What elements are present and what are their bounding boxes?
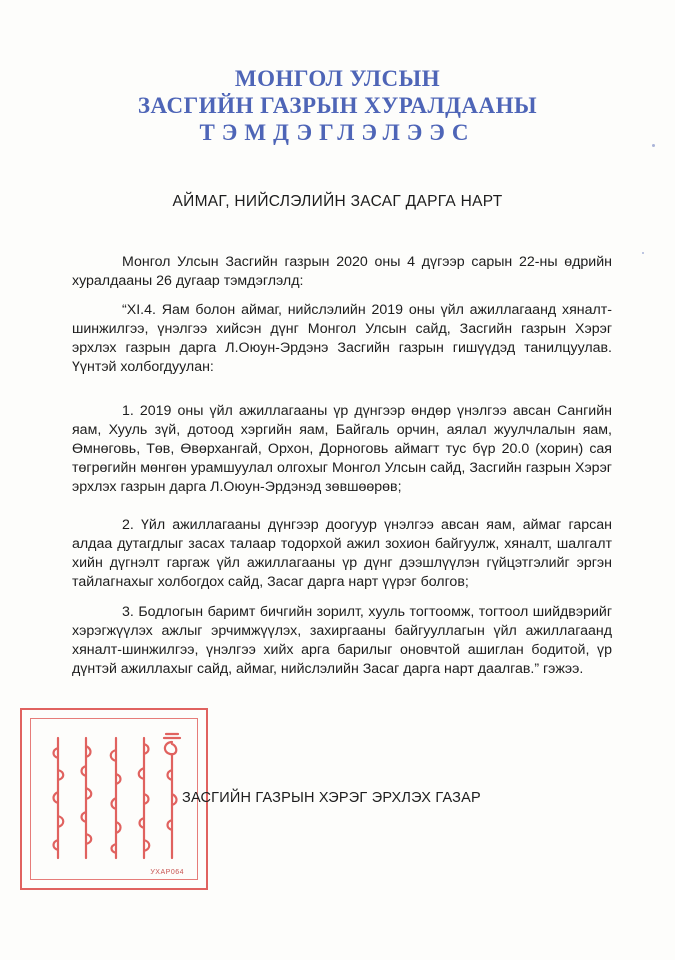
intro-text: Монгол Улсын Засгийн газрын 2020 оны 4 дүгээр сарын 22-ны өдрийн хуралдааны 26 дугаар тэмдэглэлд:: [72, 254, 612, 289]
scan-speck: [642, 252, 644, 254]
intro-paragraph: [72, 253, 612, 291]
point-1-text: 1. 2019 оны үйл ажиллагааны үр дүнгээр өндөр үнэлгээ авсан Сангийн яам, Хууль зүй, дотоод хэргийн яам, Байгаль орчин, аялал жуулчлалын яам, Өмнөговь, Төв, Өвөрхангай, Орхон, Дорноговь аймагт тус бүр 20.0 (хорин) сая төгрөгийн мөнгөн урамшуулал олгохыг Монгол Улсын сайд, Засгийн газрын Хэрэг эрхлэх газрын дарга Л.Оюун-Эрдэнэд зөвшөөрөв;: [72, 403, 612, 495]
header-line-3: ТЭМДЭГЛЭЛЭЭС: [199, 120, 476, 145]
point-2-text: 2. Үйл ажиллагааны дүнгээр доогуур үнэлгээ авсан яам, аймаг гарсан алдаа дутагдлыг засах талаар тодорхой ажил зохион байгуулж, хяналт, шалгалт хийн дүгнэлт гаргаж үйл ажиллагааны үр дүнг дээшлүүлэн гүйцэтгэлийг эргэн тайлагнахыг холбогдох сайд, Засаг дарга нарт үүрэг болгов;: [72, 517, 612, 590]
main-item-paragraph: [72, 301, 612, 377]
seal-script-graphic: [20, 708, 208, 890]
main-item-text: “XI.4. Яам болон аймаг, нийслэлийн 2019 оны үйл ажиллагаанд хяналт-шинжилгээ, үнэлгээ хийсэн дүнг Монгол Улсын сайд, Засгийн газрын Хэрэг эрхлэх газрын дарга Л.Оюун-Эрдэнэ Засгийн газрын гишүүдэд танилцуулав. Үүнтэй холбогдуулан:: [72, 302, 612, 375]
point-3-paragraph: [72, 603, 612, 679]
scan-speck: [652, 144, 655, 147]
header-line-1: МОНГОЛ УЛСЫН: [234, 66, 441, 91]
point-1-paragraph: [72, 402, 612, 497]
official-seal: [20, 708, 208, 890]
header-line-2: ЗАСГИЙН ГАЗРЫН ХУРАЛДААНЫ: [137, 93, 538, 118]
point-2-paragraph: [72, 516, 612, 592]
addressee-line: АЙМАГ, НИЙСЛЭЛИЙН ЗАСАГ ДАРГА НАРТ: [172, 193, 503, 210]
signature-line: ЗАСГИЙН ГАЗРЫН ХЭРЭГ ЭРХЛЭХ ГАЗАР: [182, 790, 481, 806]
point-3-text: 3. Бодлогын баримт бичгийн зорилт, хууль тогтоомж, тогтоол шийдвэрийг хэрэгжүүлэх ажлыг эрчимжүүлэх, захиргааны байгууллагын үйл ажиллагаанд хяналт-шинжилгээ, үнэлгээ хийх арга барилыг оновчтой ашиглан бодитой, үр дүнтэй ажиллахыг сайд, аймаг, нийслэлийн Засаг дарга нарт даалгав.” гэжээ.: [72, 604, 612, 677]
seal-number: УХАР064: [150, 869, 184, 876]
